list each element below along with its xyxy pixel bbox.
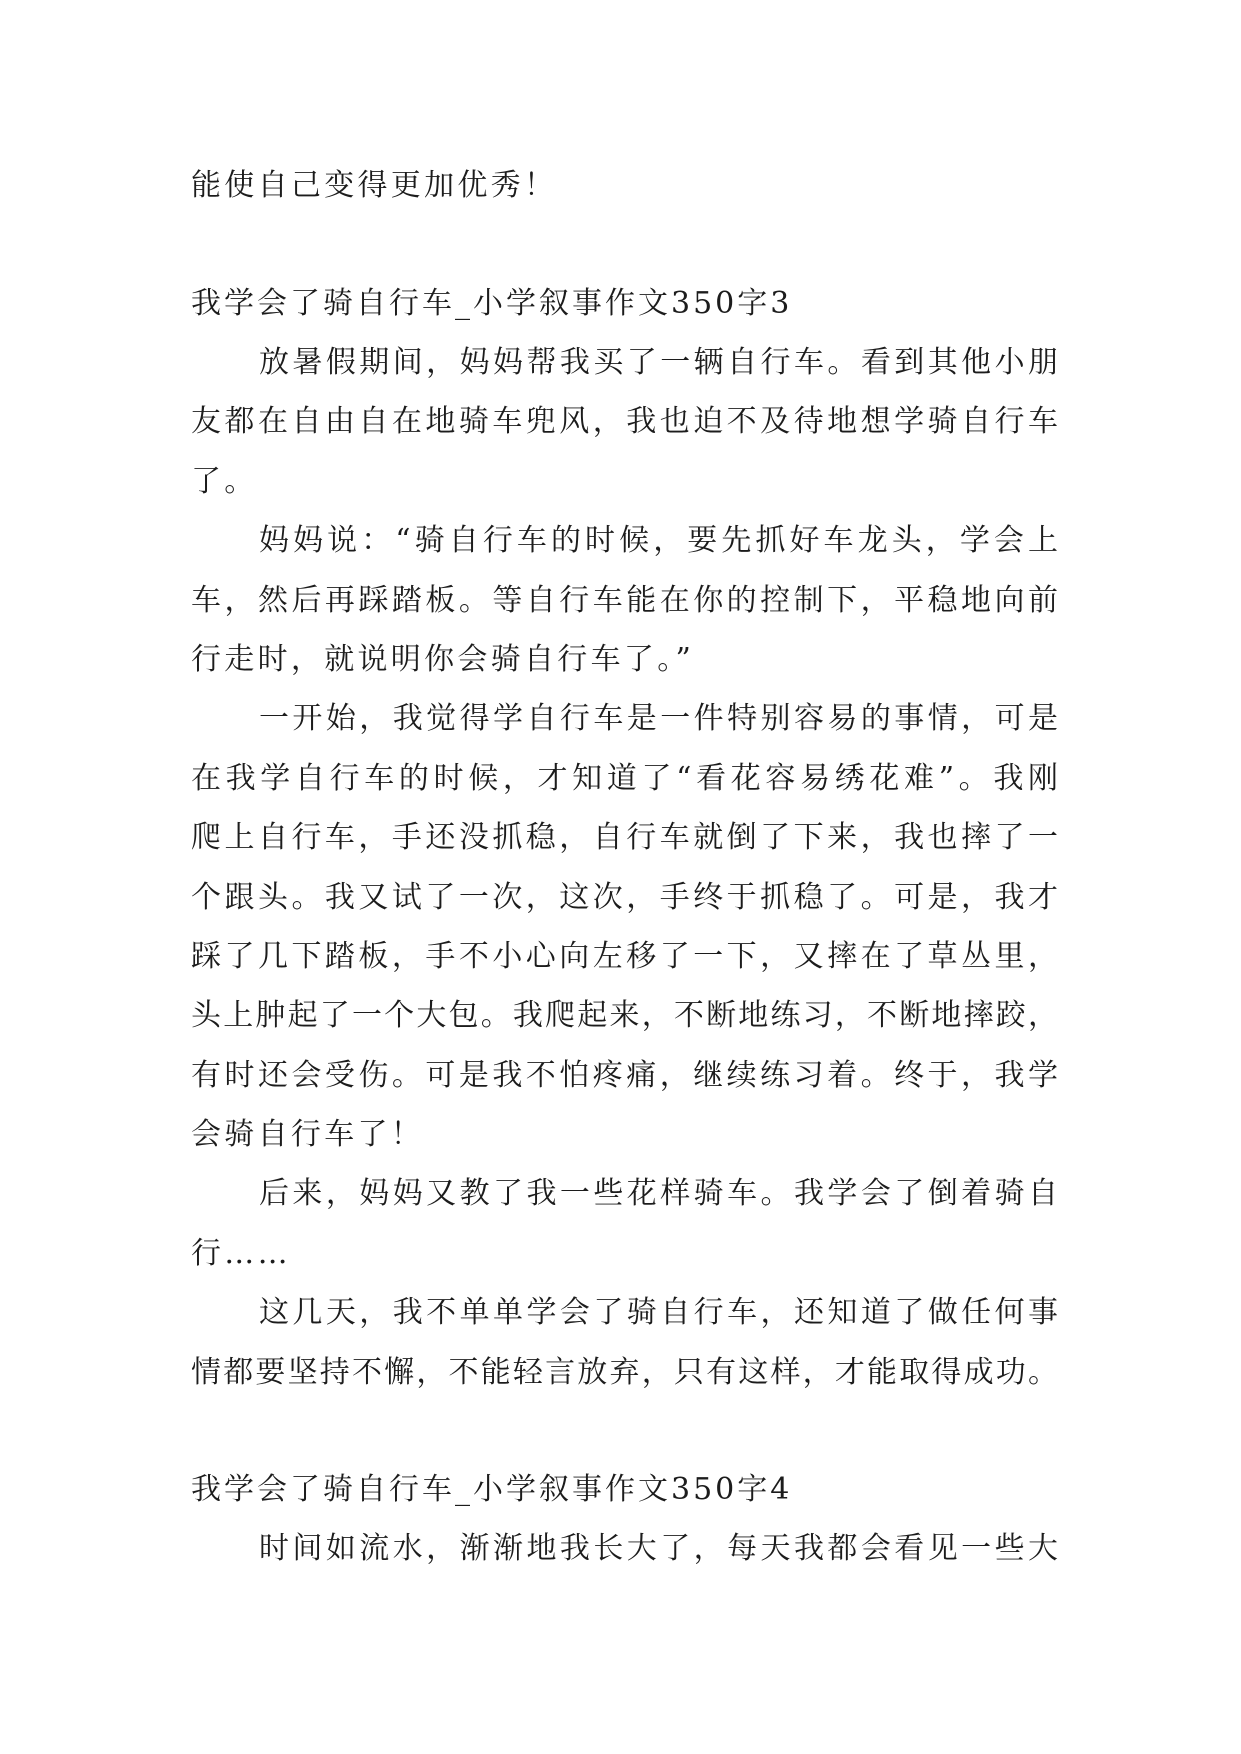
paragraph-line: 会骑自行车了！ [191, 1117, 425, 1152]
paragraph-line: 爬上自行车，手还没抓稳，自行车就倒了下来，我也摔了一 [191, 820, 1058, 855]
paragraph-line: 踩了几下踏板，手不小心向左移了一下，又摔在了草丛里， [191, 939, 1058, 974]
paragraph-line: 后来，妈妈又教了我一些花样骑车。我学会了倒着骑自 [259, 1176, 1058, 1211]
paragraph-line: 妈妈说：“骑自行车的时候，要先抓好车龙头，学会上 [259, 523, 1058, 558]
paragraph-line: 行走时，就说明你会骑自行车了。” [191, 642, 695, 677]
section-title: 我学会了骑自行车_小学叙事作文350字3 [191, 286, 793, 321]
paragraph-line: 能使自己变得更加优秀！ [191, 168, 558, 203]
paragraph-line: 行…… [191, 1236, 291, 1271]
paragraph-line: 一开始，我觉得学自行车是一件特别容易的事情，可是 [259, 701, 1058, 736]
paragraph-line: 有时还会受伤。可是我不怕疼痛，继续练习着。终于，我学 [191, 1058, 1058, 1093]
paragraph-line: 了。 [191, 464, 258, 499]
paragraph-line: 友都在自由自在地骑车兜风，我也迫不及待地想学骑自行车 [191, 404, 1058, 439]
paragraph-line: 头上肿起了一个大包。我爬起来，不断地练习，不断地摔跤， [191, 998, 1058, 1033]
section-title: 我学会了骑自行车_小学叙事作文350字4 [191, 1472, 793, 1507]
paragraph-line: 放暑假期间，妈妈帮我买了一辆自行车。看到其他小朋 [259, 345, 1058, 380]
paragraph-line: 在我学自行车的时候，才知道了“看花容易绣花难”。我刚 [191, 761, 1058, 796]
paragraph-line: 个跟头。我又试了一次，这次，手终于抓稳了。可是，我才 [191, 880, 1058, 915]
paragraph-line: 这几天，我不单单学会了骑自行车，还知道了做任何事 [259, 1295, 1058, 1330]
paragraph-line: 时间如流水，渐渐地我长大了，每天我都会看见一些大 [259, 1531, 1058, 1566]
paragraph-line: 情都要坚持不懈，不能轻言放弃，只有这样，才能取得成功。 [191, 1355, 1058, 1390]
paragraph-line: 车，然后再踩踏板。等自行车能在你的控制下，平稳地向前 [191, 583, 1058, 618]
